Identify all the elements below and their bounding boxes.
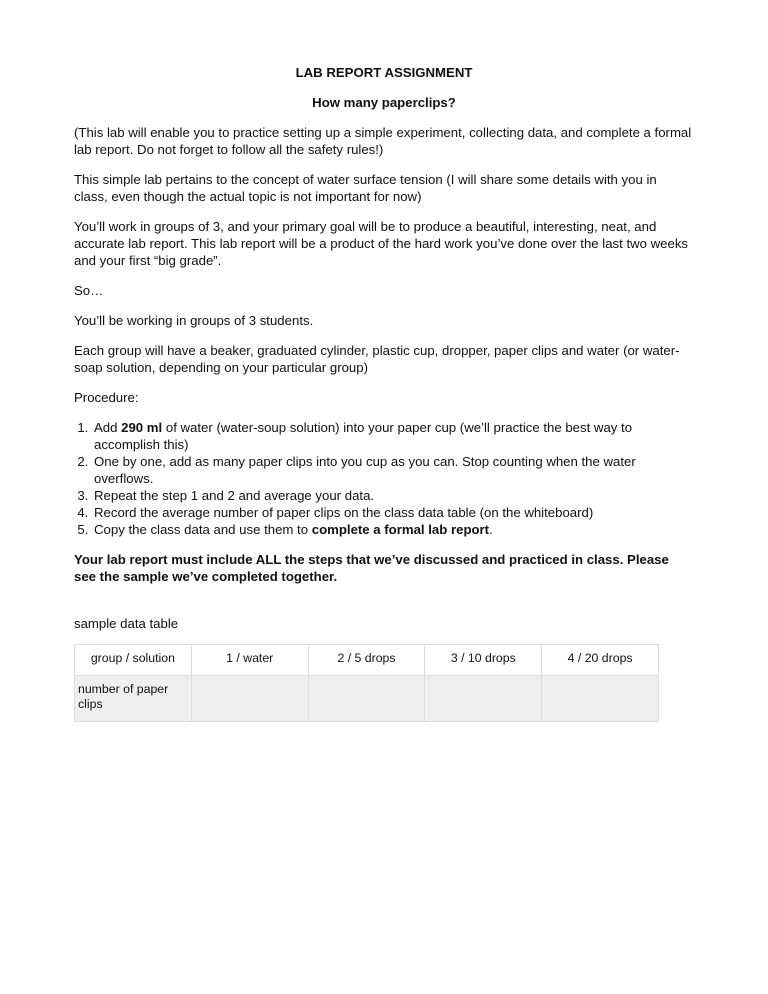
- so-paragraph: So…: [74, 283, 104, 298]
- header-20-drops: 4 / 20 drops: [542, 645, 659, 676]
- header-10-drops: 3 / 10 drops: [425, 645, 542, 676]
- procedure-step-1: 1. Add 290 ml of water (water-soup solution) into your paper cup (we’ll practice the best way to accomplish this): [92, 419, 694, 453]
- document-page: [74, 64, 694, 722]
- cell-20-drops: [542, 675, 659, 721]
- concept-paragraph: This simple lab pertains to the concept of water surface tension (I will share some details with you in class, even though the actual topic is not important for now): [74, 172, 657, 204]
- working-paragraph: You’ll be working in groups of 3 students.: [74, 313, 314, 328]
- requirement-paragraph: Your lab report must include ALL the steps that we’ve discussed and practiced in class. Please see the sample we’ve completed together.: [74, 552, 669, 584]
- intro-paragraph: (This lab will enable you to practice setting up a simple experiment, collecting data, and complete a formal lab report. Do not forget to follow all the safety rules!): [74, 125, 692, 157]
- cell-water: [191, 675, 308, 721]
- table-header-row: [75, 645, 659, 676]
- procedure-step-3: 3. Repeat the step 1 and 2 and average your data.: [92, 487, 694, 504]
- document-subtitle: How many paperclips?: [312, 95, 456, 110]
- groups-paragraph: You’ll work in groups of 3, and your primary goal will be to produce a beautiful, interesting, neat, and accurate lab report. This lab report will be a product of the hard work you’ve done over the last two weeks and your first “big grade”.: [74, 219, 689, 268]
- cell-5-drops: [308, 675, 425, 721]
- document-title: LAB REPORT ASSIGNMENT: [295, 65, 473, 80]
- procedure-step-4: 4. Record the average number of paper clips on the class data table (on the whiteboard): [92, 504, 694, 521]
- table-row: [75, 675, 659, 721]
- header-5-drops: 2 / 5 drops: [308, 645, 425, 676]
- procedure-step-2: 2. One by one, add as many paper clips into you cup as you can. Stop counting when the water overflows.: [92, 453, 694, 487]
- header-group-solution: group / solution: [75, 645, 192, 676]
- sample-data-table: [74, 644, 659, 722]
- row-label-paper-clips: number of paper clips: [75, 675, 192, 721]
- step-5-emphasis: complete a formal lab report: [311, 522, 490, 537]
- procedure-steps: [74, 419, 694, 538]
- materials-paragraph: Each group will have a beaker, graduated cylinder, plastic cup, dropper, paper clips and water (or water-soap solution, depending on your particular group): [74, 343, 680, 375]
- step-1-volume: 290 ml: [121, 420, 163, 435]
- header-water: 1 / water: [191, 645, 308, 676]
- cell-10-drops: [425, 675, 542, 721]
- procedure-step-5: 5. Copy the class data and use them to complete a formal lab report.: [92, 521, 694, 538]
- procedure-label: Procedure:: [74, 390, 139, 405]
- table-caption: sample data table: [74, 616, 179, 631]
